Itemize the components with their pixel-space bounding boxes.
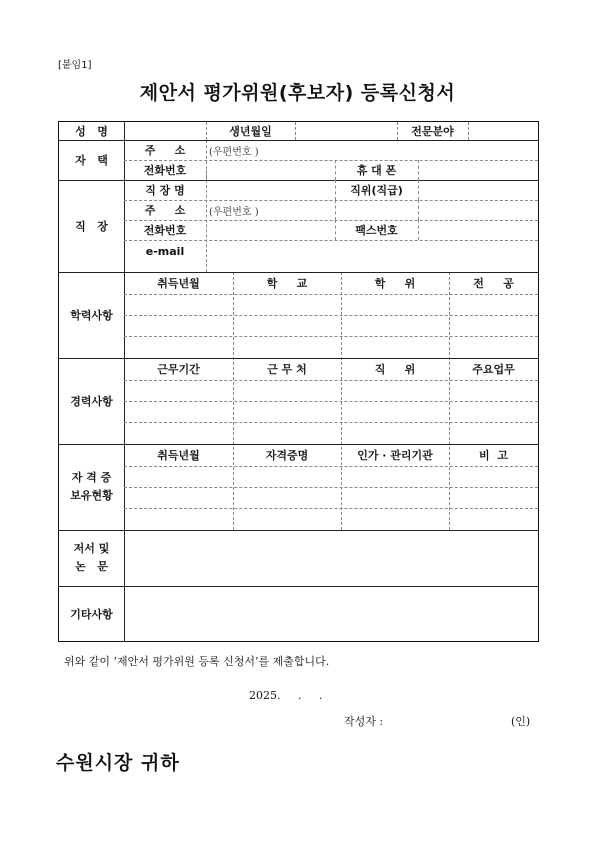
work-label: 직 장 [75,220,108,233]
education-label: 학력사항 [70,309,113,322]
mobile-label: 휴 대 폰 [356,164,397,177]
birth-label: 생년월일 [229,125,272,138]
recipient-line: 수원시장 귀하 [56,752,180,774]
workplace-label: 직 장 명 [145,184,185,197]
fax-label: 팩스번호 [355,224,398,237]
home-phone-label: 전화번호 [143,164,187,177]
papers-label: 저서 및 논 문 [73,542,110,573]
career-label: 경력사항 [70,395,113,408]
email-label: e-mail [145,244,185,258]
home-label: 자 택 [75,154,108,167]
registration-form-table [58,121,539,642]
declaration-text: 위와 같이 ‘제안서 평가위원 등록 신청서’를 제출합니다. [64,655,330,668]
writer-label: 작성자 : [344,715,384,728]
submission-date: 2025. . . [249,689,323,702]
position-label: 직위(직급) [350,184,403,197]
seal-mark: (인) [511,715,531,728]
career-header: 직 위 [374,363,416,376]
license-label: 자 격 증 보유현황 [70,471,113,502]
license-header: 취득년월 [157,449,200,462]
education-header: 취득년월 [157,277,200,290]
home-address-label: 주 소 [144,144,186,157]
license-header: 인가 · 관리기관 [357,449,433,462]
form-title: 제안서 평가위원(후보자) 등록신청서 [139,82,456,104]
work-address-label: 주 소 [144,204,186,217]
license-header: 비 고 [479,449,508,462]
home-postal-code: (우편번호 ) [209,146,259,158]
career-header: 주요업무 [472,363,515,376]
career-header: 근무기간 [157,363,200,376]
work-postal-code: (우편번호 ) [209,206,259,218]
etc-label: 기타사항 [70,607,113,621]
career-header: 근 무 처 [267,363,307,376]
field-label: 전문분야 [411,125,454,138]
education-header: 학 위 [374,277,416,290]
education-header: 전 공 [473,277,514,290]
license-header: 자격증명 [265,449,309,462]
work-phone-label: 전화번호 [143,224,187,237]
name-label: 성 명 [75,125,108,138]
education-header: 학 교 [266,277,308,290]
attachment-label: [붙임1] [58,60,92,71]
